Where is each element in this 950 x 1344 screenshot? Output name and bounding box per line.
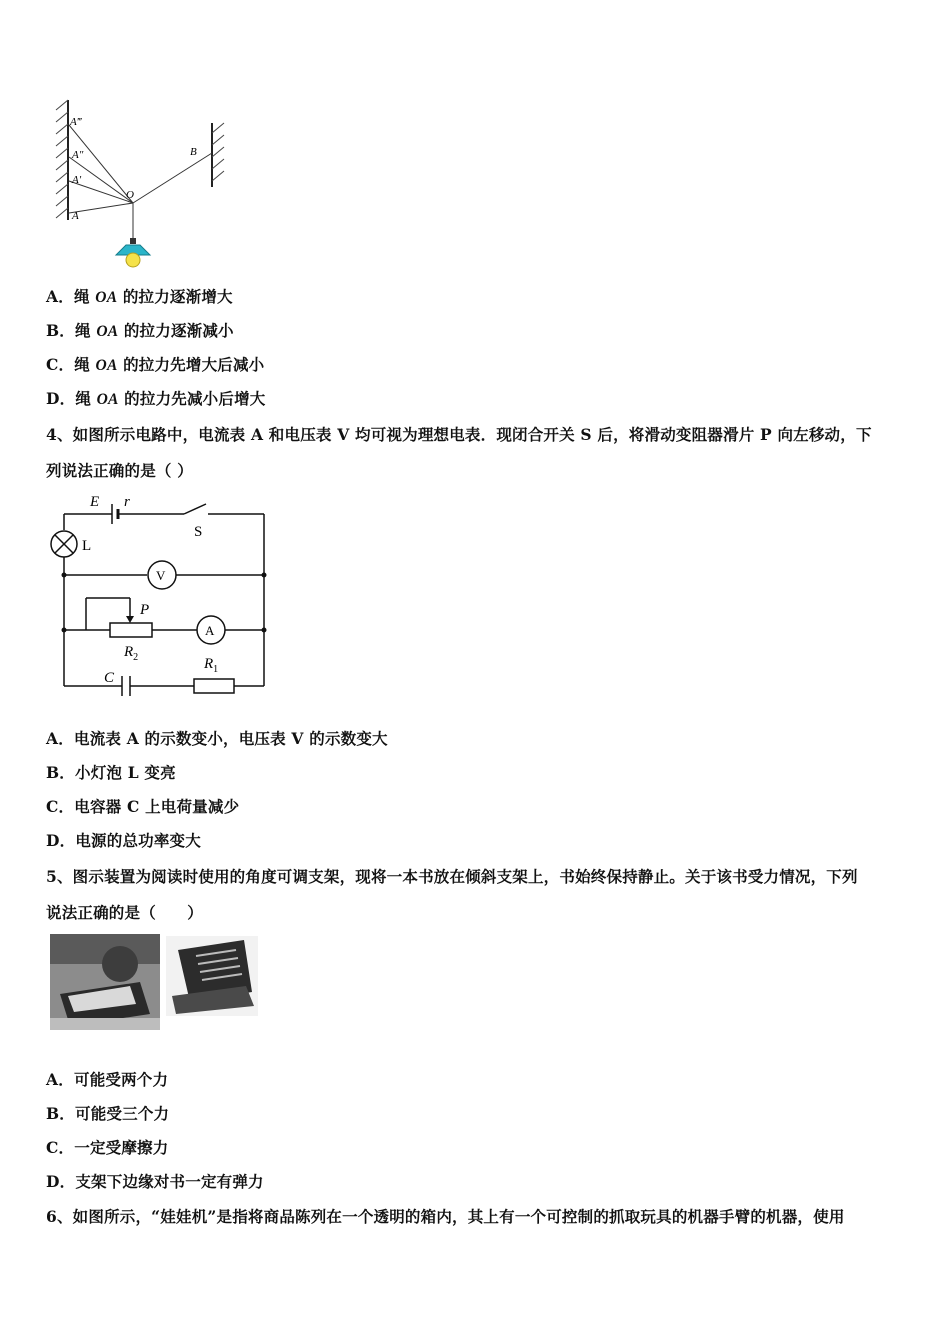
q4-stem-line1: 4、如图所示电路中，电流表 A 和电压表 V 均可视为理想电表．现闭合开关 S 后，将滑动变阻器滑片 P 向左移动，下 [46,425,872,444]
q4-label-r1: $R_1$ [204,656,219,675]
q4-label-r2: $R_2$ [124,644,139,663]
q4-option-b: B．小灯泡 L 变亮 [46,763,176,782]
q3-option-c: C．绳 OA 的拉力先增大后减小 [46,355,265,374]
q4-stem-line2: 列说法正确的是（ ） [46,461,193,480]
q3-option-d: D．绳 OA 的拉力先减小后增大 [46,389,266,408]
q4-label-s: S [194,524,203,540]
q4-label-e: E [90,494,100,510]
q4-option-c: C．电容器 C 上电荷量减少 [46,797,240,816]
q4-label-l: L [82,538,92,554]
q6-stem-line1: 6、如图所示，“娃娃机”是指将商品陈列在一个透明的箱内，其上有一个可控制的抓取玩具的机器手臂的机器，使用 [46,1207,845,1226]
q3-option-a: A．绳 OA 的拉力逐渐增大 [46,287,233,306]
q3-label-a3: A‴ [70,116,82,128]
q5-stem-line2: 说法正确的是（ ） [46,903,204,922]
q5-option-d: D．支架下边缘对书一定有弹力 [46,1172,264,1191]
q3-label-a2: A″ [72,149,84,161]
q3-label-b: B [190,146,197,158]
q4-label-p: P [140,602,150,618]
q3-option-b: B．绳 OA 的拉力逐渐减小 [46,321,234,340]
q3-label-a1: A′ [72,174,82,186]
q4-circuit-figure [44,490,274,700]
q5-book-stand-photo-right [166,936,258,1016]
q5-option-c: C．一定受摩擦力 [46,1138,169,1157]
q5-stem-line1: 5、图示装置为阅读时使用的角度可调支架，现将一本书放在倾斜支架上，书始终保持静止。关于该书受力情况，下列 [46,867,858,886]
q4-label-r: r [124,494,130,510]
q4-option-a: A．电流表 A 的示数变小，电压表 V 的示数变大 [46,729,388,748]
q3-label-a: A [72,210,79,222]
q3-label-o: O [126,189,134,201]
q4-label-v: V [156,568,166,583]
q4-label-c: C [104,670,115,686]
q5-book-stand-photo-left [50,934,160,1030]
q4-label-a: A [205,623,215,638]
q5-option-b: B．可能受三个力 [46,1104,170,1123]
q3-rope-lamp-figure [40,95,250,275]
q5-option-a: A．可能受两个力 [46,1070,169,1089]
q4-option-d: D．电源的总功率变大 [46,831,201,850]
